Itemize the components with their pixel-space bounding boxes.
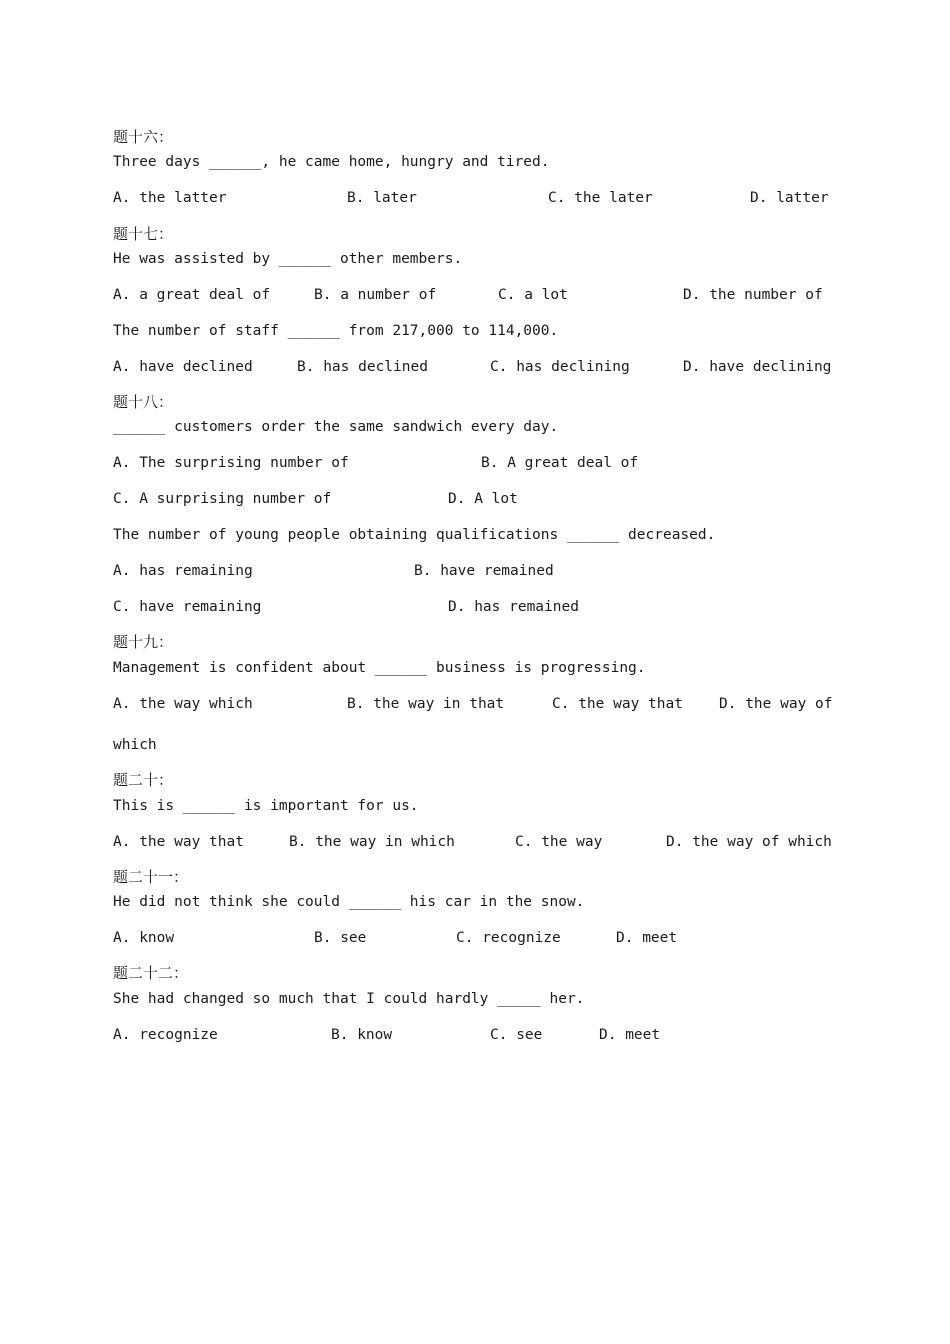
question-21-option-c: C. recognize (456, 930, 561, 946)
question-18-2-option-a: A. has remaining (113, 563, 253, 579)
question-19-option-d: D. the way of (719, 696, 833, 712)
question-16-heading: 题十六： (113, 128, 174, 146)
question-18-2-option-b: B. have remained (414, 563, 554, 579)
question-17-heading: 题十七： (113, 225, 174, 243)
question-17-stem-1: He was assisted by ______ other members. (113, 251, 463, 267)
question-17-2-option-c: C. has declining (490, 359, 630, 375)
question-20-option-a: A. the way that (113, 834, 244, 850)
question-21-option-d: D. meet (616, 930, 678, 946)
question-20-option-d: D. the way of which (666, 834, 832, 850)
question-17-2-option-a: A. have declined (113, 359, 253, 375)
question-17-stem-2: The number of staff ______ from 217,000 to 114,000. (113, 323, 559, 339)
question-19-heading: 题十九： (113, 633, 174, 651)
question-18-2-option-c: C. have remaining (113, 599, 262, 615)
question-19-option-d-continued: which (113, 737, 157, 753)
question-22-option-a: A. recognize (113, 1027, 218, 1043)
question-17-2-option-d: D. have declining (683, 359, 832, 375)
question-22-option-c: C. see (490, 1027, 543, 1043)
question-18-stem-1: ______ customers order the same sandwich every day. (113, 419, 559, 435)
question-19-stem: Management is confident about ______ business is progressing. (113, 660, 646, 676)
question-19-option-c: C. the way that (552, 696, 683, 712)
question-21-option-b: B. see (314, 930, 367, 946)
question-16-option-c: C. the later (548, 190, 653, 206)
question-20-option-b: B. the way in which (289, 834, 455, 850)
question-16-option-d: D. latter (750, 190, 829, 206)
question-16-option-a: A. the latter (113, 190, 227, 206)
question-18-1-option-a: A. The surprising number of (113, 455, 349, 471)
question-16-stem: Three days ______, he came home, hungry and tired. (113, 154, 550, 170)
question-17-1-option-d: D. the number of (683, 287, 823, 303)
question-22-stem: She had changed so much that I could hardly _____ her. (113, 991, 585, 1007)
question-18-1-option-d: D. A lot (448, 491, 518, 507)
question-22-heading: 题二十二： (113, 964, 189, 982)
question-22-option-b: B. know (331, 1027, 393, 1043)
question-19-option-a: A. the way which (113, 696, 253, 712)
question-17-1-option-b: B. a number of (314, 287, 437, 303)
question-17-1-option-c: C. a lot (498, 287, 568, 303)
question-18-heading: 题十八： (113, 393, 174, 411)
question-22-option-d: D. meet (599, 1027, 661, 1043)
question-18-1-option-c: C. A surprising number of (113, 491, 332, 507)
question-17-1-option-a: A. a great deal of (113, 287, 271, 303)
question-21-option-a: A. know (113, 930, 175, 946)
question-16-option-b: B. later (347, 190, 417, 206)
question-19-option-b: B. the way in that (347, 696, 505, 712)
question-20-heading: 题二十： (113, 771, 174, 789)
question-18-1-option-b: B. A great deal of (481, 455, 639, 471)
question-21-stem: He did not think she could ______ his car in the snow. (113, 894, 585, 910)
question-18-stem-2: The number of young people obtaining qualifications ______ decreased. (113, 527, 716, 543)
question-18-2-option-d: D. has remained (448, 599, 579, 615)
question-20-stem: This is ______ is important for us. (113, 798, 419, 814)
question-21-heading: 题二十一： (113, 868, 189, 886)
question-20-option-c: C. the way (515, 834, 603, 850)
question-17-2-option-b: B. has declined (297, 359, 428, 375)
